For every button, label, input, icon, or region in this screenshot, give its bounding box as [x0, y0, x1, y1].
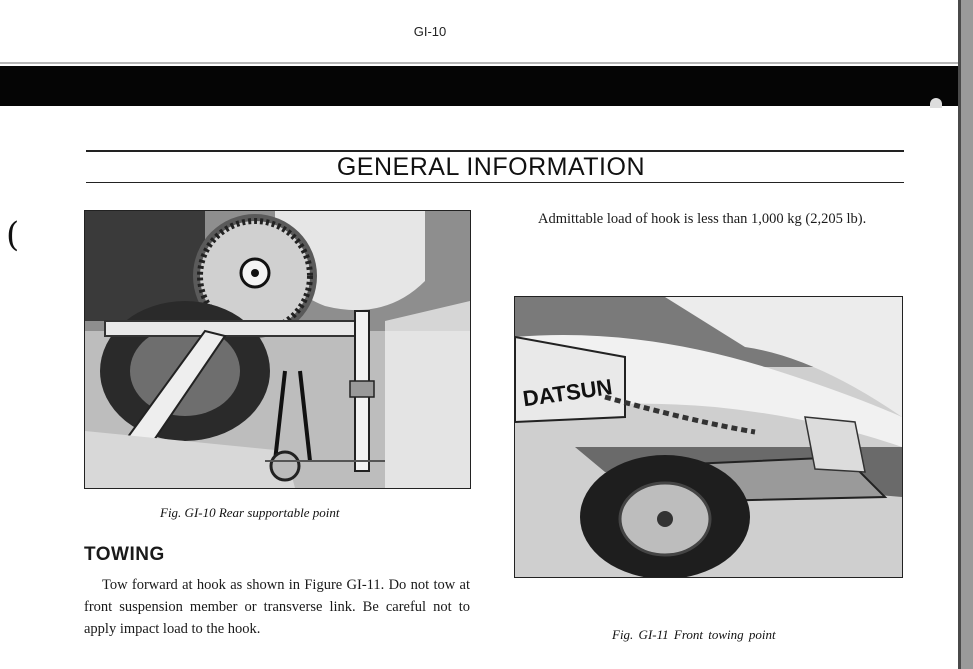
page-number: GI-10: [413, 24, 447, 39]
figure-gi-11-caption: Fig. GI-11 Front towing point: [612, 627, 776, 642]
datsun-plate-text: DATSUN: [521, 374, 614, 412]
page-edge-line: [958, 0, 961, 669]
figure-gi-11-photo: [514, 296, 903, 578]
towing-body-text: Tow forward at hook as shown in Figure GI-11. Do not tow at front suspension member or transverse link. Be careful not to apply impact load to the hook.: [84, 577, 470, 637]
black-header-band: [0, 66, 958, 106]
section-header: [86, 150, 904, 183]
towing-heading: TOWING: [84, 544, 165, 565]
header-rule: [0, 62, 958, 64]
figure-gi-10-photo: [84, 210, 471, 489]
section-title: GENERAL INFORMATION: [336, 152, 645, 181]
title-rule-bottom: [86, 182, 904, 184]
margin-binding-mark: (: [6, 215, 20, 255]
figure-gi-10-caption: Fig. GI-10 Rear supportable point: [160, 505, 340, 520]
hook-load-note: Admittable load of hook is less than 1,000 kg (2,205 lb).: [538, 211, 867, 227]
band-mark: [930, 98, 942, 108]
